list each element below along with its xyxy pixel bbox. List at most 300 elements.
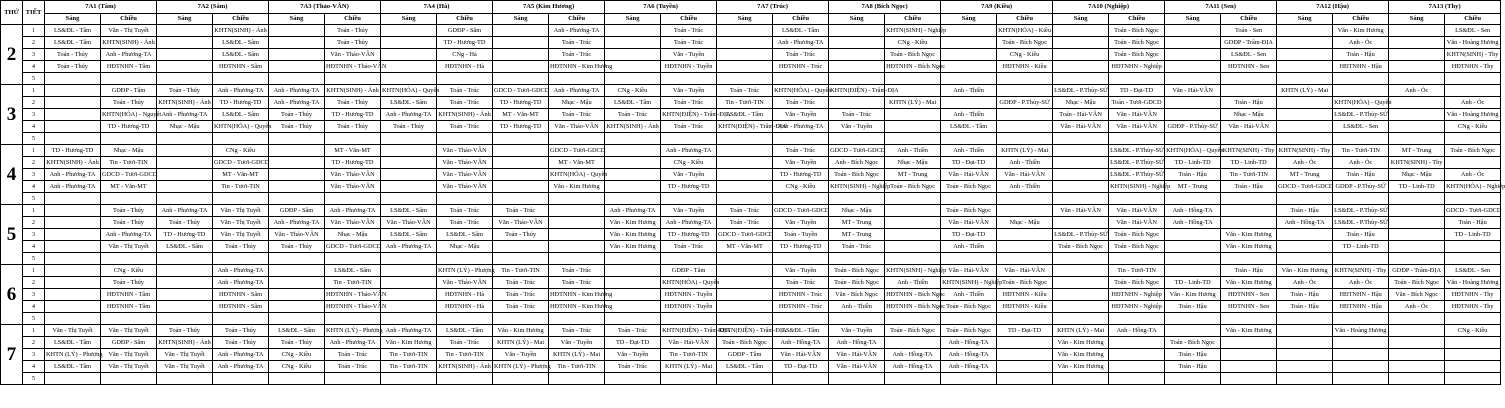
lesson-cell — [1221, 217, 1277, 229]
lesson-cell — [661, 313, 717, 325]
lesson-cell: LS&ĐL - Sâm — [213, 109, 269, 121]
lesson-cell: Toán - Trúc — [549, 37, 605, 49]
lesson-cell — [1333, 133, 1389, 145]
lesson-cell: HĐTNHN - Thy — [1445, 301, 1501, 313]
lesson-cell — [941, 373, 997, 385]
lesson-cell — [1277, 361, 1333, 373]
lesson-cell: KHTN(HÓA) - Quyên — [549, 169, 605, 181]
lesson-cell — [45, 205, 101, 217]
class-header: 7A4 (Hà) — [381, 1, 493, 14]
day-header: THỨ — [1, 1, 23, 25]
lesson-cell: Toán - Thúy — [101, 205, 157, 217]
lesson-cell: KHTN(SINH) - Thy — [1389, 157, 1445, 169]
lesson-cell — [325, 373, 381, 385]
period-number: 2 — [23, 37, 45, 49]
lesson-cell — [1389, 97, 1445, 109]
lesson-cell: Văn - Hải-VÂN — [1053, 121, 1109, 133]
lesson-cell: Tin - Tươi-TIN — [381, 349, 437, 361]
lesson-cell — [1109, 349, 1165, 361]
lesson-cell: Anh - Hồng-TA — [1109, 325, 1165, 337]
lesson-cell: Toán - Thúy — [101, 217, 157, 229]
lesson-cell: TD - Hương-TD — [493, 97, 549, 109]
lesson-cell: Toán - Thúy — [269, 241, 325, 253]
lesson-cell: Toán - Trúc — [605, 325, 661, 337]
lesson-cell: Văn - Thị Tuyết — [101, 349, 157, 361]
lesson-cell — [1053, 253, 1109, 265]
lesson-cell — [1277, 373, 1333, 385]
lesson-cell: Toán - Hậu — [1165, 169, 1221, 181]
lesson-cell: Toán - Thúy — [157, 325, 213, 337]
lesson-cell — [885, 253, 941, 265]
lesson-cell: KHTN (LÝ) - Phượng — [493, 361, 549, 373]
lesson-cell: Toán - Bích Ngọc — [1109, 229, 1165, 241]
lesson-cell: Toán - Bích Ngọc — [829, 169, 885, 181]
lesson-cell — [717, 253, 773, 265]
lesson-cell — [829, 313, 885, 325]
lesson-cell: CNg - Kiều — [773, 181, 829, 193]
lesson-cell: MT - Văn-MT — [493, 109, 549, 121]
lesson-cell — [493, 241, 549, 253]
lesson-cell — [1053, 157, 1109, 169]
lesson-cell: TD - Hương-TD — [213, 97, 269, 109]
lesson-cell: CNg - Kiều — [605, 85, 661, 97]
lesson-cell — [941, 97, 997, 109]
lesson-cell: Nhạc - Mậu — [157, 121, 213, 133]
lesson-cell: Anh - Thiền — [885, 277, 941, 289]
period-number: 5 — [23, 193, 45, 205]
lesson-cell: Anh - Phương-TA — [549, 25, 605, 37]
lesson-cell: HĐTNHN - Nghiệp — [1109, 301, 1165, 313]
session-afternoon-header: Chiều — [997, 14, 1053, 25]
lesson-cell: HĐTNHN - Sâm — [213, 289, 269, 301]
lesson-cell: KHTN(HÓA) - Quyên — [1333, 97, 1389, 109]
table-row — [1, 373, 1501, 385]
lesson-cell — [605, 313, 661, 325]
lesson-cell — [661, 133, 717, 145]
table-row — [1, 193, 1501, 205]
lesson-cell: GDĐP - Tâm — [661, 265, 717, 277]
lesson-cell — [1221, 337, 1277, 349]
lesson-cell: Văn - Kim Hương — [605, 229, 661, 241]
lesson-cell — [941, 133, 997, 145]
session-morning-header: Sáng — [45, 14, 101, 25]
lesson-cell: Anh - Thiền — [941, 85, 997, 97]
lesson-cell — [941, 193, 997, 205]
lesson-cell: Toán - Thúy — [269, 109, 325, 121]
lesson-cell — [325, 133, 381, 145]
lesson-cell — [1333, 85, 1389, 97]
session-afternoon-header: Chiều — [1333, 14, 1389, 25]
lesson-cell — [45, 73, 101, 85]
lesson-cell: Văn - Tuyền — [829, 325, 885, 337]
period-number: 4 — [23, 61, 45, 73]
session-afternoon-header: Chiều — [437, 14, 493, 25]
session-morning-header: Sáng — [717, 14, 773, 25]
lesson-cell: Toán - Trúc — [773, 145, 829, 157]
lesson-cell — [941, 37, 997, 49]
lesson-cell: Anh - Phương-TA — [213, 85, 269, 97]
lesson-cell — [997, 73, 1053, 85]
lesson-cell — [381, 169, 437, 181]
lesson-cell: Anh - Thiền — [829, 301, 885, 313]
lesson-cell — [1165, 373, 1221, 385]
lesson-cell: Anh - Óc — [1333, 37, 1389, 49]
lesson-cell: HĐTNHN - Sen — [1221, 289, 1277, 301]
lesson-cell — [1165, 61, 1221, 73]
lesson-cell: MT - Văn-MT — [213, 169, 269, 181]
lesson-cell: KHTN(ĐIỆN) - Trâm-ĐỊA — [717, 325, 773, 337]
lesson-cell: HĐTNHN - Sâm — [213, 301, 269, 313]
lesson-cell — [1053, 25, 1109, 37]
lesson-cell — [269, 73, 325, 85]
lesson-cell — [1445, 373, 1501, 385]
lesson-cell: Nhạc - Mậu — [829, 205, 885, 217]
lesson-cell: KHTN(SINH) - Nghiệp — [885, 265, 941, 277]
lesson-cell: HĐTNHN - Thy — [1445, 289, 1501, 301]
lesson-cell: Văn - Kim Hương — [381, 337, 437, 349]
lesson-cell — [1389, 109, 1445, 121]
lesson-cell: TD - Hương-TD — [325, 157, 381, 169]
lesson-cell: KHTN(HÓA) - Quyên — [381, 85, 437, 97]
lesson-cell — [45, 265, 101, 277]
lesson-cell: Anh - Bích Ngọc — [829, 157, 885, 169]
lesson-cell — [45, 133, 101, 145]
lesson-cell: HĐTNHN - Trúc — [773, 289, 829, 301]
lesson-cell: TD - Đạt-TD — [1109, 85, 1165, 97]
lesson-cell: GDĐP - P.Thủy-SỬ — [997, 97, 1053, 109]
lesson-cell: Toán - Bích Ngọc — [941, 181, 997, 193]
lesson-cell — [1389, 25, 1445, 37]
lesson-cell — [493, 157, 549, 169]
lesson-cell: Toán - Hậu — [1221, 265, 1277, 277]
lesson-cell: Toán - Hậu — [1165, 301, 1221, 313]
lesson-cell — [605, 25, 661, 37]
lesson-cell — [1389, 337, 1445, 349]
lesson-cell: Văn - Hải-VÂN — [661, 337, 717, 349]
lesson-cell: Văn - Hải-VÂN — [1109, 109, 1165, 121]
lesson-cell: Toán - Hậu — [1221, 181, 1277, 193]
lesson-cell — [1389, 133, 1445, 145]
lesson-cell: Toán - Bích Ngọc — [1109, 277, 1165, 289]
lesson-cell — [829, 373, 885, 385]
lesson-cell — [1053, 193, 1109, 205]
lesson-cell: LS&ĐL - Sâm — [213, 37, 269, 49]
session-morning-header: Sáng — [157, 14, 213, 25]
lesson-cell — [1333, 193, 1389, 205]
lesson-cell: HĐTNHN - Tuyền — [661, 61, 717, 73]
period-number: 5 — [23, 373, 45, 385]
lesson-cell — [885, 205, 941, 217]
lesson-cell — [1221, 133, 1277, 145]
lesson-cell: Văn - Thị Tuyết — [45, 325, 101, 337]
lesson-cell — [45, 193, 101, 205]
lesson-cell: GDĐP - Sâm — [101, 337, 157, 349]
lesson-cell: Toán - Bích Ngọc — [1165, 337, 1221, 349]
table-row — [1, 181, 1501, 193]
lesson-cell: Toán - Bích Ngọc — [941, 325, 997, 337]
lesson-cell: Anh - Hồng-TA — [1165, 217, 1221, 229]
lesson-cell — [773, 373, 829, 385]
lesson-cell: KHTN(SINH) - Nghiệp — [941, 277, 997, 289]
lesson-cell: LS&ĐL - Tâm — [45, 337, 101, 349]
lesson-cell: Anh - Phương-TA — [549, 85, 605, 97]
lesson-cell — [1445, 349, 1501, 361]
lesson-cell — [997, 109, 1053, 121]
period-number: 1 — [23, 265, 45, 277]
lesson-cell: Văn - Tuyền — [829, 121, 885, 133]
lesson-cell: Toán - Hậu — [1165, 349, 1221, 361]
lesson-cell: GDĐP - Trâm-ĐỊA — [1221, 37, 1277, 49]
lesson-cell — [157, 253, 213, 265]
lesson-cell — [1389, 349, 1445, 361]
lesson-cell — [605, 277, 661, 289]
table-row — [1, 61, 1501, 73]
lesson-cell: Anh - Hồng-TA — [773, 337, 829, 349]
lesson-cell — [1277, 229, 1333, 241]
lesson-cell — [997, 313, 1053, 325]
period-number: 2 — [23, 277, 45, 289]
lesson-cell — [1333, 253, 1389, 265]
lesson-cell: Toán - Thúy — [269, 337, 325, 349]
lesson-cell: Văn - Tuyền — [605, 349, 661, 361]
lesson-cell — [661, 73, 717, 85]
lesson-cell — [605, 265, 661, 277]
lesson-cell: KHTN (LÝ) - Mai — [549, 349, 605, 361]
lesson-cell — [157, 301, 213, 313]
lesson-cell: Anh - Óc — [1445, 169, 1501, 181]
lesson-cell — [1165, 193, 1221, 205]
lesson-cell — [269, 289, 325, 301]
lesson-cell — [717, 157, 773, 169]
lesson-cell: Toán - Trúc — [549, 49, 605, 61]
lesson-cell — [605, 289, 661, 301]
lesson-cell: LS&ĐL - Tâm — [717, 109, 773, 121]
lesson-cell: Tin - Tươi-TIN — [661, 349, 717, 361]
lesson-cell — [1389, 373, 1445, 385]
period-number: 1 — [23, 325, 45, 337]
lesson-cell — [269, 373, 325, 385]
lesson-cell — [381, 145, 437, 157]
lesson-cell — [45, 373, 101, 385]
lesson-cell — [493, 169, 549, 181]
lesson-cell: Nhạc - Mậu — [1221, 109, 1277, 121]
lesson-cell — [885, 337, 941, 349]
lesson-cell: Tin - Tươi-TIN — [101, 157, 157, 169]
period-header: TIẾT — [23, 1, 45, 25]
lesson-cell: LS&ĐL - P.Thủy-SỬ — [1333, 217, 1389, 229]
lesson-cell — [213, 373, 269, 385]
lesson-cell — [381, 73, 437, 85]
lesson-cell — [269, 25, 325, 37]
lesson-cell — [1333, 337, 1389, 349]
lesson-cell: GDĐP - Sâm — [437, 25, 493, 37]
lesson-cell: GDCD - Tươi-GDCD — [325, 241, 381, 253]
lesson-cell — [661, 373, 717, 385]
table-row — [1, 289, 1501, 301]
lesson-cell: KHTN (LÝ) - Phượng — [45, 349, 101, 361]
lesson-cell: Toán - Trúc — [325, 361, 381, 373]
lesson-cell: Anh - Phương-TA — [101, 49, 157, 61]
lesson-cell: Anh - Óc — [1333, 277, 1389, 289]
lesson-cell: LS&ĐL - Tâm — [45, 25, 101, 37]
lesson-cell: Anh - Óc — [1277, 157, 1333, 169]
lesson-cell: Văn - Tuyền — [773, 109, 829, 121]
class-header: 7A9 (Kiều) — [941, 1, 1053, 14]
lesson-cell: LS&ĐL - P.Thủy-SỬ — [1053, 229, 1109, 241]
table-row — [1, 169, 1501, 181]
class-header: 7A3 (Thảo-VÂN) — [269, 1, 381, 14]
lesson-cell — [1445, 361, 1501, 373]
lesson-cell: Toán - Thúy — [213, 241, 269, 253]
lesson-cell: KHTN(ĐIỆN) - Trâm-ĐỊA — [661, 325, 717, 337]
lesson-cell — [1333, 349, 1389, 361]
lesson-cell: Văn - Thảo-VÂN — [381, 217, 437, 229]
table-row — [1, 301, 1501, 313]
lesson-cell: CNg - Kiều — [661, 157, 717, 169]
lesson-cell — [381, 25, 437, 37]
lesson-cell — [549, 193, 605, 205]
lesson-cell: Toán - Trúc — [717, 205, 773, 217]
lesson-cell — [605, 133, 661, 145]
lesson-cell: LS&ĐL - Tâm — [773, 25, 829, 37]
lesson-cell: CNg - Kiều — [269, 349, 325, 361]
lesson-cell — [997, 133, 1053, 145]
lesson-cell: LS&ĐL - Tâm — [717, 361, 773, 373]
period-number: 1 — [23, 205, 45, 217]
lesson-cell: Anh - Thiền — [997, 181, 1053, 193]
lesson-cell: Toán - Trúc — [493, 301, 549, 313]
lesson-cell — [941, 49, 997, 61]
lesson-cell — [549, 229, 605, 241]
lesson-cell — [381, 277, 437, 289]
lesson-cell — [885, 241, 941, 253]
lesson-cell: HĐTNHN - Bích Ngọc — [885, 289, 941, 301]
lesson-cell: Anh - Hồng-TA — [1277, 217, 1333, 229]
lesson-cell: TD - Linh-TD — [1333, 241, 1389, 253]
lesson-cell: Văn - Kim Hương — [1053, 361, 1109, 373]
lesson-cell — [941, 73, 997, 85]
lesson-cell: Nhạc - Mậu — [997, 217, 1053, 229]
session-morning-header: Sáng — [269, 14, 325, 25]
lesson-cell: Toán - Hậu — [1277, 205, 1333, 217]
table-row — [1, 205, 1501, 217]
lesson-cell: Tin - Tươi-TIN — [325, 277, 381, 289]
lesson-cell — [1389, 73, 1445, 85]
lesson-cell: GDĐP - Tâm — [101, 85, 157, 97]
lesson-cell — [1277, 37, 1333, 49]
class-header: 7A2 (Sâm) — [157, 1, 269, 14]
lesson-cell: LS&ĐL - P.Thủy-SỬ — [1333, 109, 1389, 121]
lesson-cell: GDCD - Tươi-GDCD — [717, 229, 773, 241]
lesson-cell: KHTN (LÝ) - Mai — [1053, 325, 1109, 337]
lesson-cell: KHTN(SINH) - Thy — [1221, 145, 1277, 157]
lesson-cell: Toán - Thúy — [213, 337, 269, 349]
lesson-cell: HĐTNHN - Nghiệp — [1109, 61, 1165, 73]
lesson-cell: KHTN (LÝ) - Phượng — [325, 325, 381, 337]
lesson-cell: Anh - Óc — [1277, 277, 1333, 289]
lesson-cell: KHTN (LÝ) - Mai — [1277, 85, 1333, 97]
lesson-cell — [493, 181, 549, 193]
lesson-cell: Nhạc - Mậu — [325, 229, 381, 241]
lesson-cell: Văn - Thị Tuyết — [213, 205, 269, 217]
lesson-cell: KHTN(SINH) - Ánh — [437, 109, 493, 121]
lesson-cell — [1165, 37, 1221, 49]
lesson-cell: Toán - Bích Ngọc — [829, 265, 885, 277]
lesson-cell — [1109, 73, 1165, 85]
lesson-cell — [269, 49, 325, 61]
table-row — [1, 121, 1501, 133]
lesson-cell: Văn - Bích Ngọc — [1389, 289, 1445, 301]
lesson-cell: LS&ĐL - Sen — [1221, 49, 1277, 61]
lesson-cell: TD - Linh-TD — [1165, 157, 1221, 169]
lesson-cell — [605, 181, 661, 193]
lesson-cell — [1221, 73, 1277, 85]
lesson-cell — [717, 25, 773, 37]
lesson-cell: Toán - Bích Ngọc — [885, 49, 941, 61]
lesson-cell: KHTN (LÝ) - Phượng — [437, 265, 493, 277]
lesson-cell — [1445, 193, 1501, 205]
lesson-cell: GDĐP - Sâm — [269, 205, 325, 217]
lesson-cell: Toán - Trúc — [661, 97, 717, 109]
lesson-cell: HĐTNHN - Bích Ngọc — [885, 61, 941, 73]
lesson-cell: HĐTNHN - Trúc — [773, 301, 829, 313]
lesson-cell — [717, 301, 773, 313]
lesson-cell: KHTN(HÓA) - Kiều — [997, 25, 1053, 37]
lesson-cell: Văn - Tuyền — [661, 169, 717, 181]
lesson-cell — [885, 73, 941, 85]
lesson-cell: LS&ĐL - Tâm — [437, 325, 493, 337]
lesson-cell — [605, 49, 661, 61]
lesson-cell: LS&ĐL - Sâm — [213, 49, 269, 61]
lesson-cell: Toán - Thúy — [45, 49, 101, 61]
lesson-cell: Toán - Trúc — [829, 109, 885, 121]
lesson-cell: Văn - Thị Tuyết — [213, 217, 269, 229]
lesson-cell: GDĐP - P.Thủy-SỬ — [1165, 121, 1221, 133]
lesson-cell — [1165, 241, 1221, 253]
lesson-cell — [1109, 337, 1165, 349]
lesson-cell — [941, 253, 997, 265]
lesson-cell — [493, 37, 549, 49]
lesson-cell — [157, 49, 213, 61]
session-morning-header: Sáng — [1165, 14, 1221, 25]
lesson-cell: Văn - Thị Tuyết — [157, 349, 213, 361]
lesson-cell: LS&ĐL - Sâm — [381, 229, 437, 241]
lesson-cell — [829, 253, 885, 265]
lesson-cell: LS&ĐL - Tâm — [45, 37, 101, 49]
table-row — [1, 241, 1501, 253]
lesson-cell: KHTN (LÝ) - Mai — [661, 361, 717, 373]
lesson-cell — [1389, 121, 1445, 133]
lesson-cell: Toán - Hậu — [1277, 301, 1333, 313]
lesson-cell — [773, 133, 829, 145]
lesson-cell: HĐTNHN - Tuyền — [661, 301, 717, 313]
lesson-cell: Toán - Hậu — [1333, 169, 1389, 181]
lesson-cell — [1445, 85, 1501, 97]
lesson-cell — [157, 277, 213, 289]
period-number: 2 — [23, 217, 45, 229]
lesson-cell: Văn - Thảo-VÂN — [437, 277, 493, 289]
lesson-cell — [325, 253, 381, 265]
lesson-cell — [213, 133, 269, 145]
period-number: 4 — [23, 361, 45, 373]
lesson-cell — [997, 361, 1053, 373]
lesson-cell: Anh - Phương-TA — [773, 121, 829, 133]
lesson-cell: Anh - Óc — [1333, 157, 1389, 169]
lesson-cell — [1277, 49, 1333, 61]
lesson-cell: Anh - Thiền — [885, 145, 941, 157]
lesson-cell: Anh - Thiền — [997, 157, 1053, 169]
lesson-cell — [1389, 61, 1445, 73]
